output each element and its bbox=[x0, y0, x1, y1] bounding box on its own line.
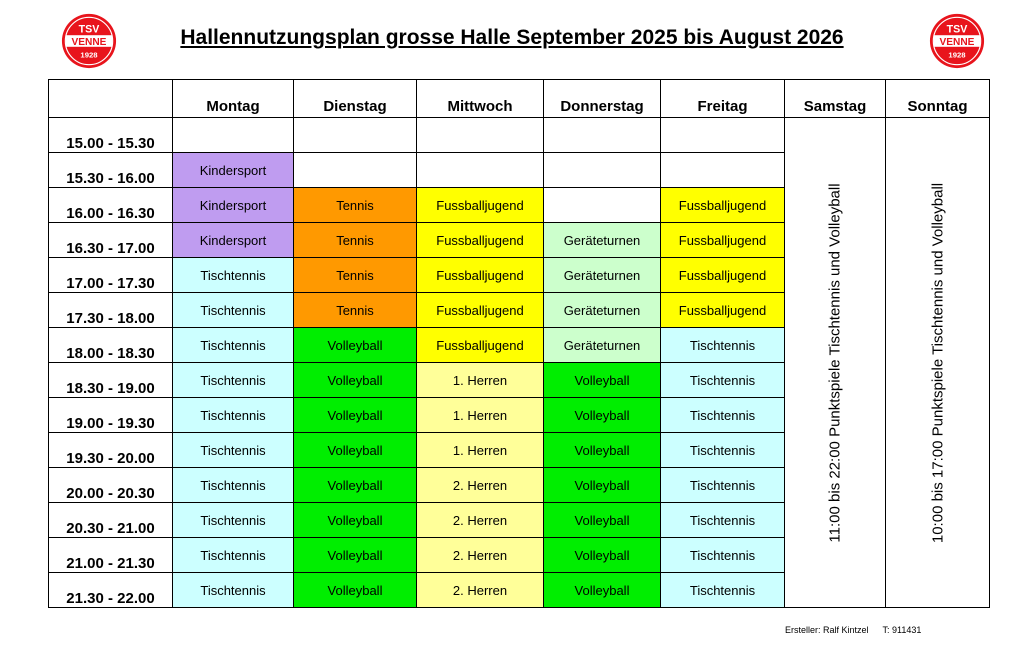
time-slot-label: 21.30 - 22.00 bbox=[49, 573, 173, 608]
schedule-table bbox=[48, 79, 990, 608]
time-slot-label: 15.00 - 15.30 bbox=[49, 118, 173, 153]
schedule-cell-dienstag: Volleyball bbox=[294, 538, 417, 573]
schedule-cell-freitag: Tischtennis bbox=[661, 573, 785, 608]
schedule-cell-dienstag: Volleyball bbox=[294, 363, 417, 398]
day-header-dienstag: Dienstag bbox=[294, 80, 417, 118]
schedule-cell-dienstag: Tennis bbox=[294, 223, 417, 258]
schedule-cell-dienstag: Volleyball bbox=[294, 398, 417, 433]
schedule-cell-dienstag: Tennis bbox=[294, 258, 417, 293]
time-slot-label: 20.30 - 21.00 bbox=[49, 503, 173, 538]
schedule-cell-freitag: Tischtennis bbox=[661, 433, 785, 468]
day-header-donnerstag: Donnerstag bbox=[544, 80, 661, 118]
time-slot-label: 15.30 - 16.00 bbox=[49, 153, 173, 188]
schedule-cell-freitag bbox=[661, 118, 785, 153]
schedule-cell-mittwoch: Fussballjugend bbox=[417, 293, 544, 328]
schedule-cell-mittwoch: 1. Herren bbox=[417, 363, 544, 398]
schedule-cell-mittwoch: 2. Herren bbox=[417, 538, 544, 573]
schedule-cell-montag: Tischtennis bbox=[173, 468, 294, 503]
footer-phone: T: 911431 bbox=[882, 625, 922, 635]
schedule-cell-mittwoch: 1. Herren bbox=[417, 398, 544, 433]
schedule-cell-donnerstag: Geräteturnen bbox=[544, 293, 661, 328]
schedule-cell-montag: Kindersport bbox=[173, 188, 294, 223]
schedule-cell-dienstag: Volleyball bbox=[294, 503, 417, 538]
schedule-cell-dienstag: Tennis bbox=[294, 188, 417, 223]
schedule-cell-montag: Tischtennis bbox=[173, 398, 294, 433]
logo-text-year: 1928 bbox=[80, 50, 98, 60]
schedule-cell-dienstag: Volleyball bbox=[294, 433, 417, 468]
schedule-cell-montag: Tischtennis bbox=[173, 503, 294, 538]
schedule-cell-donnerstag: Geräteturnen bbox=[544, 223, 661, 258]
corner-cell bbox=[49, 80, 173, 118]
schedule-cell-dienstag bbox=[294, 153, 417, 188]
schedule-cell-mittwoch: 2. Herren bbox=[417, 573, 544, 608]
schedule-cell-donnerstag: Volleyball bbox=[544, 468, 661, 503]
schedule-cell-freitag: Fussballjugend bbox=[661, 293, 785, 328]
logo-text-venne: VENNE bbox=[71, 36, 107, 48]
schedule-cell-mittwoch bbox=[417, 118, 544, 153]
time-slot-label: 17.30 - 18.00 bbox=[49, 293, 173, 328]
logo-text-year: 1928 bbox=[948, 50, 966, 60]
schedule-cell-montag: Tischtennis bbox=[173, 258, 294, 293]
weekend-text-sonntag: 10:00 bis 17:00 Punktspiele Tischtennis und Volleyball bbox=[929, 182, 946, 543]
schedule-cell-freitag: Fussballjugend bbox=[661, 223, 785, 258]
footer-creator: Ersteller: Ralf Kintzel bbox=[785, 625, 869, 635]
day-header-sonntag: Sonntag bbox=[886, 80, 990, 118]
schedule-cell-donnerstag: Volleyball bbox=[544, 398, 661, 433]
time-slot-label: 16.00 - 16.30 bbox=[49, 188, 173, 223]
schedule-cell-dienstag: Volleyball bbox=[294, 468, 417, 503]
schedule-cell-mittwoch: Fussballjugend bbox=[417, 188, 544, 223]
schedule-cell-freitag bbox=[661, 153, 785, 188]
schedule-cell-dienstag: Volleyball bbox=[294, 328, 417, 363]
time-slot-label: 17.00 - 17.30 bbox=[49, 258, 173, 293]
schedule-cell-donnerstag: Volleyball bbox=[544, 363, 661, 398]
schedule-cell-donnerstag: Geräteturnen bbox=[544, 258, 661, 293]
schedule-cell-mittwoch: 1. Herren bbox=[417, 433, 544, 468]
logo-text-venne: VENNE bbox=[939, 36, 975, 48]
schedule-cell-montag: Kindersport bbox=[173, 153, 294, 188]
schedule-cell-freitag: Tischtennis bbox=[661, 538, 785, 573]
schedule-cell-mittwoch: 2. Herren bbox=[417, 503, 544, 538]
logo-text-tsv: TSV bbox=[78, 23, 100, 36]
weekend-cell-samstag bbox=[785, 118, 886, 608]
schedule-cell-mittwoch: Fussballjugend bbox=[417, 328, 544, 363]
schedule-cell-montag: Tischtennis bbox=[173, 328, 294, 363]
schedule-cell-freitag: Tischtennis bbox=[661, 363, 785, 398]
day-header-samstag: Samstag bbox=[785, 80, 886, 118]
schedule-cell-donnerstag: Geräteturnen bbox=[544, 328, 661, 363]
schedule-cell-montag: Tischtennis bbox=[173, 433, 294, 468]
schedule-cell-donnerstag: Volleyball bbox=[544, 573, 661, 608]
schedule-cell-dienstag: Tennis bbox=[294, 293, 417, 328]
schedule-cell-donnerstag: Volleyball bbox=[544, 538, 661, 573]
schedule-cell-freitag: Tischtennis bbox=[661, 468, 785, 503]
schedule-cell-montag: Kindersport bbox=[173, 223, 294, 258]
schedule-body bbox=[49, 118, 990, 608]
schedule-cell-montag: Tischtennis bbox=[173, 538, 294, 573]
schedule-cell-mittwoch: Fussballjugend bbox=[417, 223, 544, 258]
schedule-cell-dienstag bbox=[294, 118, 417, 153]
logo-text-tsv: TSV bbox=[946, 23, 968, 36]
time-slot-label: 21.00 - 21.30 bbox=[49, 538, 173, 573]
schedule-cell-dienstag: Volleyball bbox=[294, 573, 417, 608]
schedule-cell-mittwoch bbox=[417, 153, 544, 188]
day-header-montag: Montag bbox=[173, 80, 294, 118]
time-slot-label: 16.30 - 17.00 bbox=[49, 223, 173, 258]
footer bbox=[785, 625, 921, 635]
time-slot-label: 18.30 - 19.00 bbox=[49, 363, 173, 398]
time-slot-label: 18.00 - 18.30 bbox=[49, 328, 173, 363]
weekend-cell-sonntag bbox=[886, 118, 990, 608]
schedule-cell-donnerstag bbox=[544, 188, 661, 223]
time-slot-label: 19.30 - 20.00 bbox=[49, 433, 173, 468]
schedule-cell-montag: Tischtennis bbox=[173, 363, 294, 398]
schedule-cell-mittwoch: 2. Herren bbox=[417, 468, 544, 503]
schedule-cell-montag: Tischtennis bbox=[173, 293, 294, 328]
schedule-cell-montag: Tischtennis bbox=[173, 573, 294, 608]
schedule-cell-donnerstag bbox=[544, 153, 661, 188]
time-slot-label: 20.00 - 20.30 bbox=[49, 468, 173, 503]
schedule-cell-freitag: Tischtennis bbox=[661, 503, 785, 538]
time-slot-label: 19.00 - 19.30 bbox=[49, 398, 173, 433]
schedule-cell-freitag: Fussballjugend bbox=[661, 188, 785, 223]
weekend-text-samstag: 11:00 bis 22:00 Punktspiele Tischtennis und Volleyball bbox=[826, 182, 844, 543]
schedule-cell-montag bbox=[173, 118, 294, 153]
schedule-row bbox=[49, 118, 990, 153]
schedule-cell-donnerstag: Volleyball bbox=[544, 503, 661, 538]
day-header-mittwoch: Mittwoch bbox=[417, 80, 544, 118]
schedule-cell-donnerstag: Volleyball bbox=[544, 433, 661, 468]
header-row bbox=[49, 80, 990, 118]
schedule-cell-freitag: Tischtennis bbox=[661, 398, 785, 433]
schedule-cell-freitag: Fussballjugend bbox=[661, 258, 785, 293]
day-header-freitag: Freitag bbox=[661, 80, 785, 118]
schedule-cell-mittwoch: Fussballjugend bbox=[417, 258, 544, 293]
page-title: Hallennutzungsplan grosse Halle September 2025 bis August 2026 bbox=[180, 26, 844, 49]
schedule-cell-freitag: Tischtennis bbox=[661, 328, 785, 363]
schedule-cell-donnerstag bbox=[544, 118, 661, 153]
